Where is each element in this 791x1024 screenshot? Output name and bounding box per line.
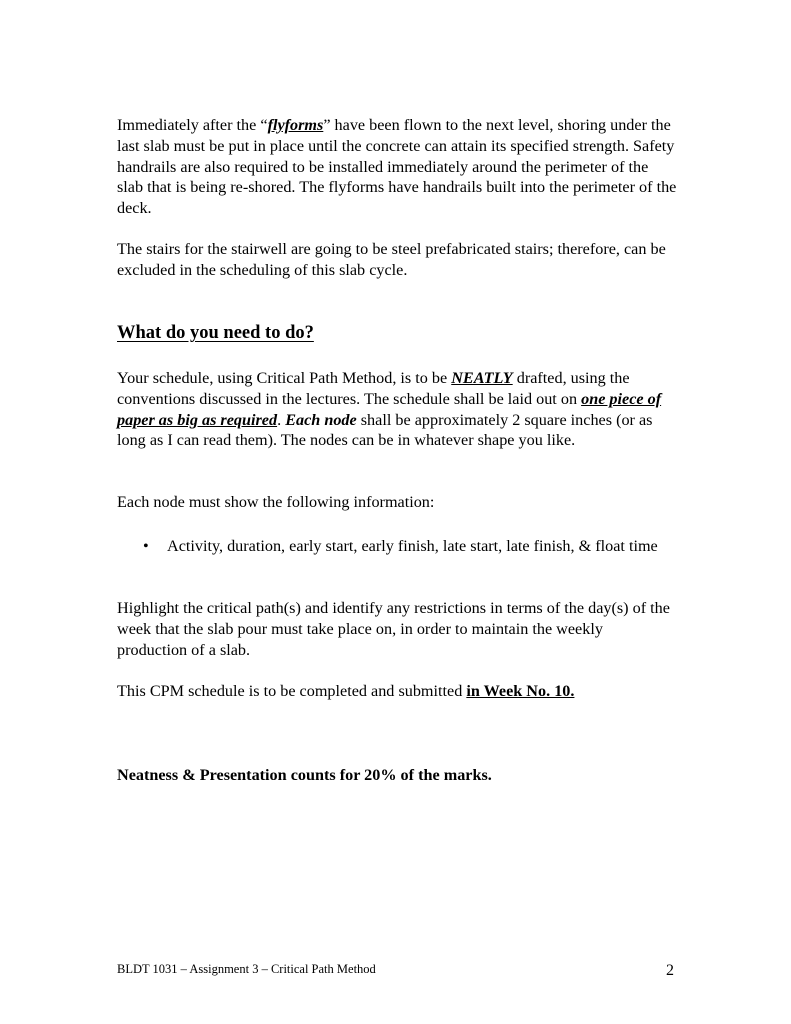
- paragraph-node-info: Each node must show the following information:: [117, 493, 435, 511]
- paragraph-neatness: Neatness & Presentation counts for 20% of the marks.: [117, 766, 492, 784]
- section-heading: What do you need to do?: [117, 323, 314, 343]
- bullet-list: [117, 536, 677, 557]
- paragraph-schedule-paper: one piece of paper as big as required: [117, 389, 662, 429]
- paragraph-submission-lead: This CPM schedule is to be completed and submitted: [117, 682, 467, 700]
- paragraph-flyforms-emphasis: flyforms: [267, 116, 324, 134]
- paragraph-flyforms: [117, 115, 677, 219]
- paragraph-schedule-text-1: Your schedule, using Critical Path Method, is to be: [117, 369, 452, 387]
- bullet-icon: •: [143, 537, 149, 555]
- paragraph-flyforms-lead: Immediately after the “: [117, 116, 268, 134]
- paragraph-submission: [117, 681, 677, 702]
- paragraph-stairs: The stairs for the stairwell are going to be steel prefabricated stairs; therefore, can be excluded in the scheduling of this slab cycle.: [117, 240, 666, 279]
- paragraph-schedule-each-node: Each node: [285, 410, 357, 429]
- list-item: [117, 536, 677, 557]
- footer-title: BLDT 1031 – Assignment 3 – Critical Path Method: [117, 962, 376, 976]
- page-number: 2: [666, 962, 674, 979]
- paragraph-critical-path: Highlight the critical path(s) and identify any restrictions in terms of the day(s) of the week that the slab pour must take place on, in order to maintain the weekly production of a slab.: [117, 599, 670, 659]
- list-item-text: Activity, duration, early start, early finish, late start, late finish, & float time: [167, 537, 658, 555]
- paragraph-schedule-neatly: NEATLY: [451, 369, 513, 387]
- paragraph-schedule-text-4: shall be approximately 2 square inches (or as long as I can read them). The nodes can be in whatever shape you like.: [117, 410, 653, 450]
- paragraph-flyforms-tail: ” have been flown to the next level, shoring under the last slab must be put in place until the concrete can attain its specified strength. Safety handrails are also required to be installed immediately around the perimeter of the slab that is being re-shored. The flyforms have handrails built into the perimeter of the deck.: [117, 116, 677, 218]
- paragraph-schedule: [117, 368, 677, 451]
- paragraph-schedule-text-2: drafted, using the conventions discussed in the lectures. The schedule shall be laid out on: [117, 369, 630, 408]
- paragraph-schedule-text-3: .: [277, 410, 286, 429]
- paragraph-submission-week: in Week No. 10.: [466, 682, 575, 700]
